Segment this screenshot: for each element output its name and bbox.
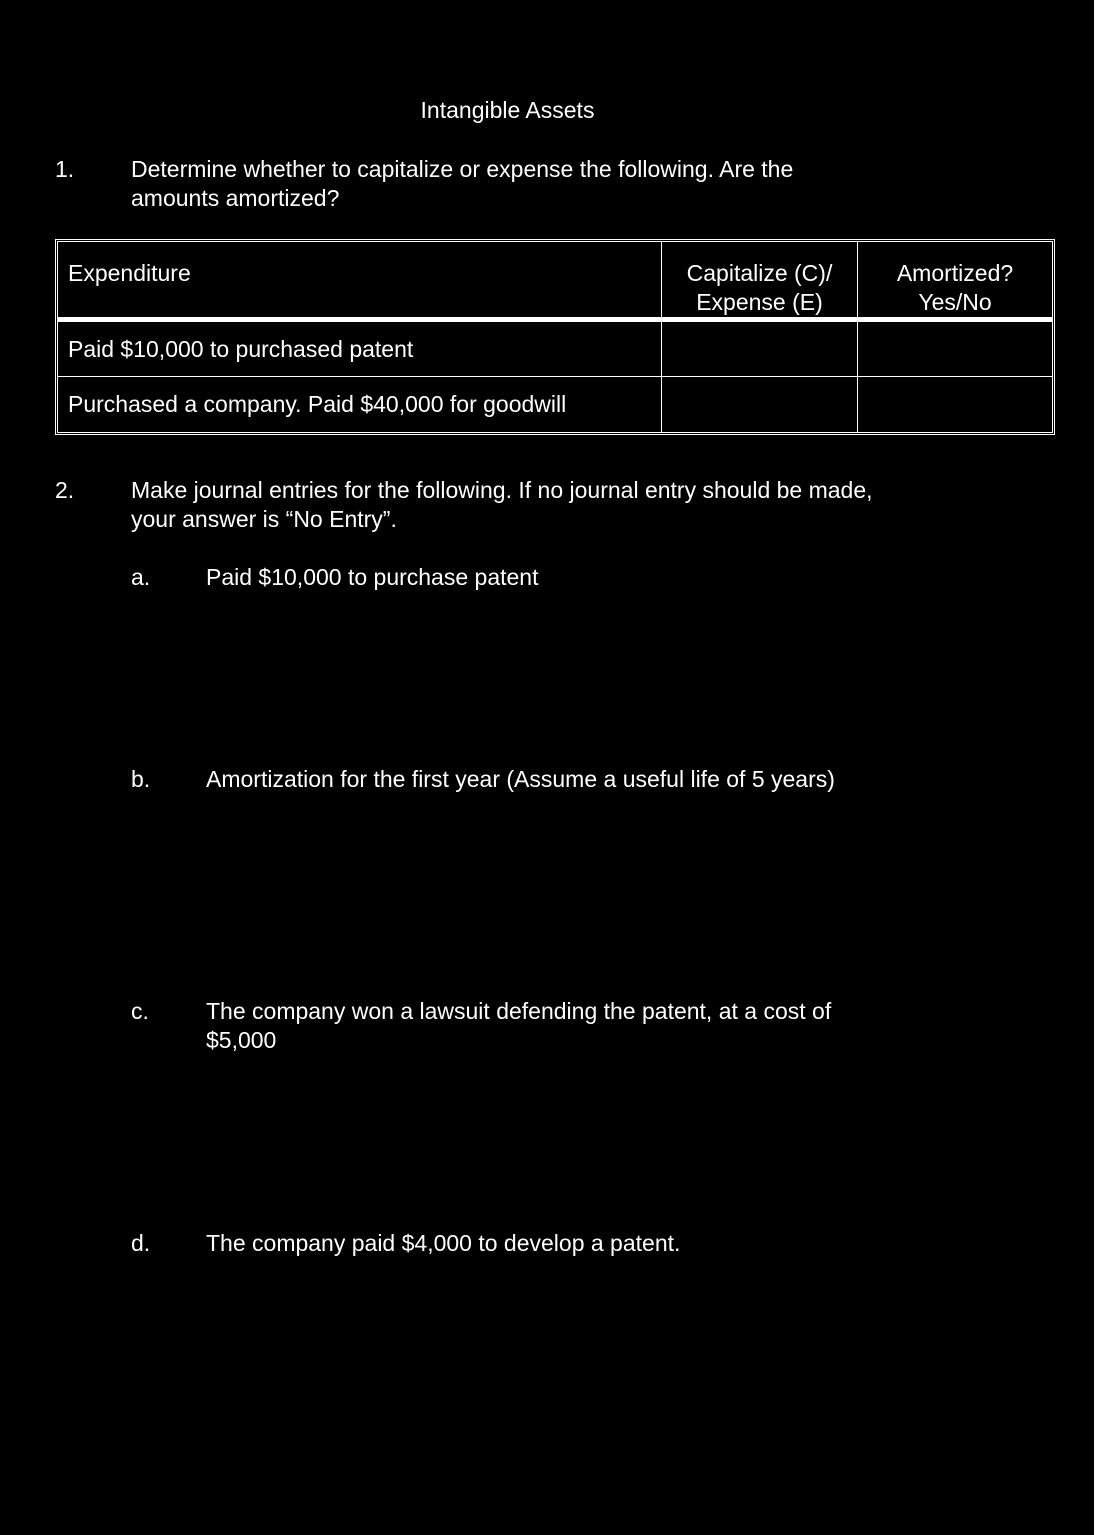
question-1-number: 1.	[55, 156, 75, 182]
row-2-capitalize-cell[interactable]	[662, 377, 858, 432]
question-2-number: 2.	[55, 477, 75, 503]
header-amortized	[858, 242, 1052, 322]
header-amortized-line-1: Amortized?	[896, 260, 1014, 286]
row-1-capitalize-cell[interactable]	[662, 322, 858, 377]
item-c-text	[206, 997, 926, 1055]
row-2-expenditure: Purchased a company. Paid $40,000 for goodwill	[58, 377, 662, 432]
item-b-letter: b.	[131, 766, 151, 792]
table-row	[58, 322, 1052, 377]
item-b-text: Amortization for the first year (Assume a useful life of 5 years)	[206, 766, 835, 792]
header-capitalize-line-1: Capitalize (C)/	[686, 260, 833, 286]
header-expenditure: Expenditure	[58, 242, 662, 322]
question-2-line-2: your answer is “No Entry”.	[131, 506, 397, 532]
header-capitalize-line-2: Expense (E)	[696, 289, 823, 315]
item-c-line-2: $5,000	[206, 1027, 277, 1053]
item-d-text: The company paid $4,000 to develop a patent.	[206, 1230, 681, 1256]
expenditure-table	[55, 239, 1055, 435]
item-c-letter: c.	[131, 998, 149, 1024]
table-row	[58, 377, 1052, 432]
header-amortized-line-2: Yes/No	[918, 289, 992, 315]
question-2-text	[131, 476, 951, 534]
question-2-line-1: Make journal entries for the following. If no journal entry should be made,	[131, 477, 873, 503]
row-1-amortized-cell[interactable]	[858, 322, 1052, 377]
item-d-letter: d.	[131, 1230, 151, 1256]
header-capitalize-expense	[662, 242, 858, 322]
item-a-text: Paid $10,000 to purchase patent	[206, 564, 539, 590]
item-a-letter: a.	[131, 564, 151, 590]
page-title: Intangible Assets	[420, 97, 595, 123]
row-2-amortized-cell[interactable]	[858, 377, 1052, 432]
page-right-border	[1094, 0, 1098, 1535]
row-1-expenditure: Paid $10,000 to purchased patent	[58, 322, 662, 377]
question-1-line-2: amounts amortized?	[131, 185, 340, 211]
question-1-text	[131, 155, 951, 213]
table-header-row	[58, 242, 1052, 322]
question-1-line-1: Determine whether to capitalize or expense the following. Are the	[131, 156, 794, 182]
item-c-line-1: The company won a lawsuit defending the patent, at a cost of	[206, 998, 832, 1024]
